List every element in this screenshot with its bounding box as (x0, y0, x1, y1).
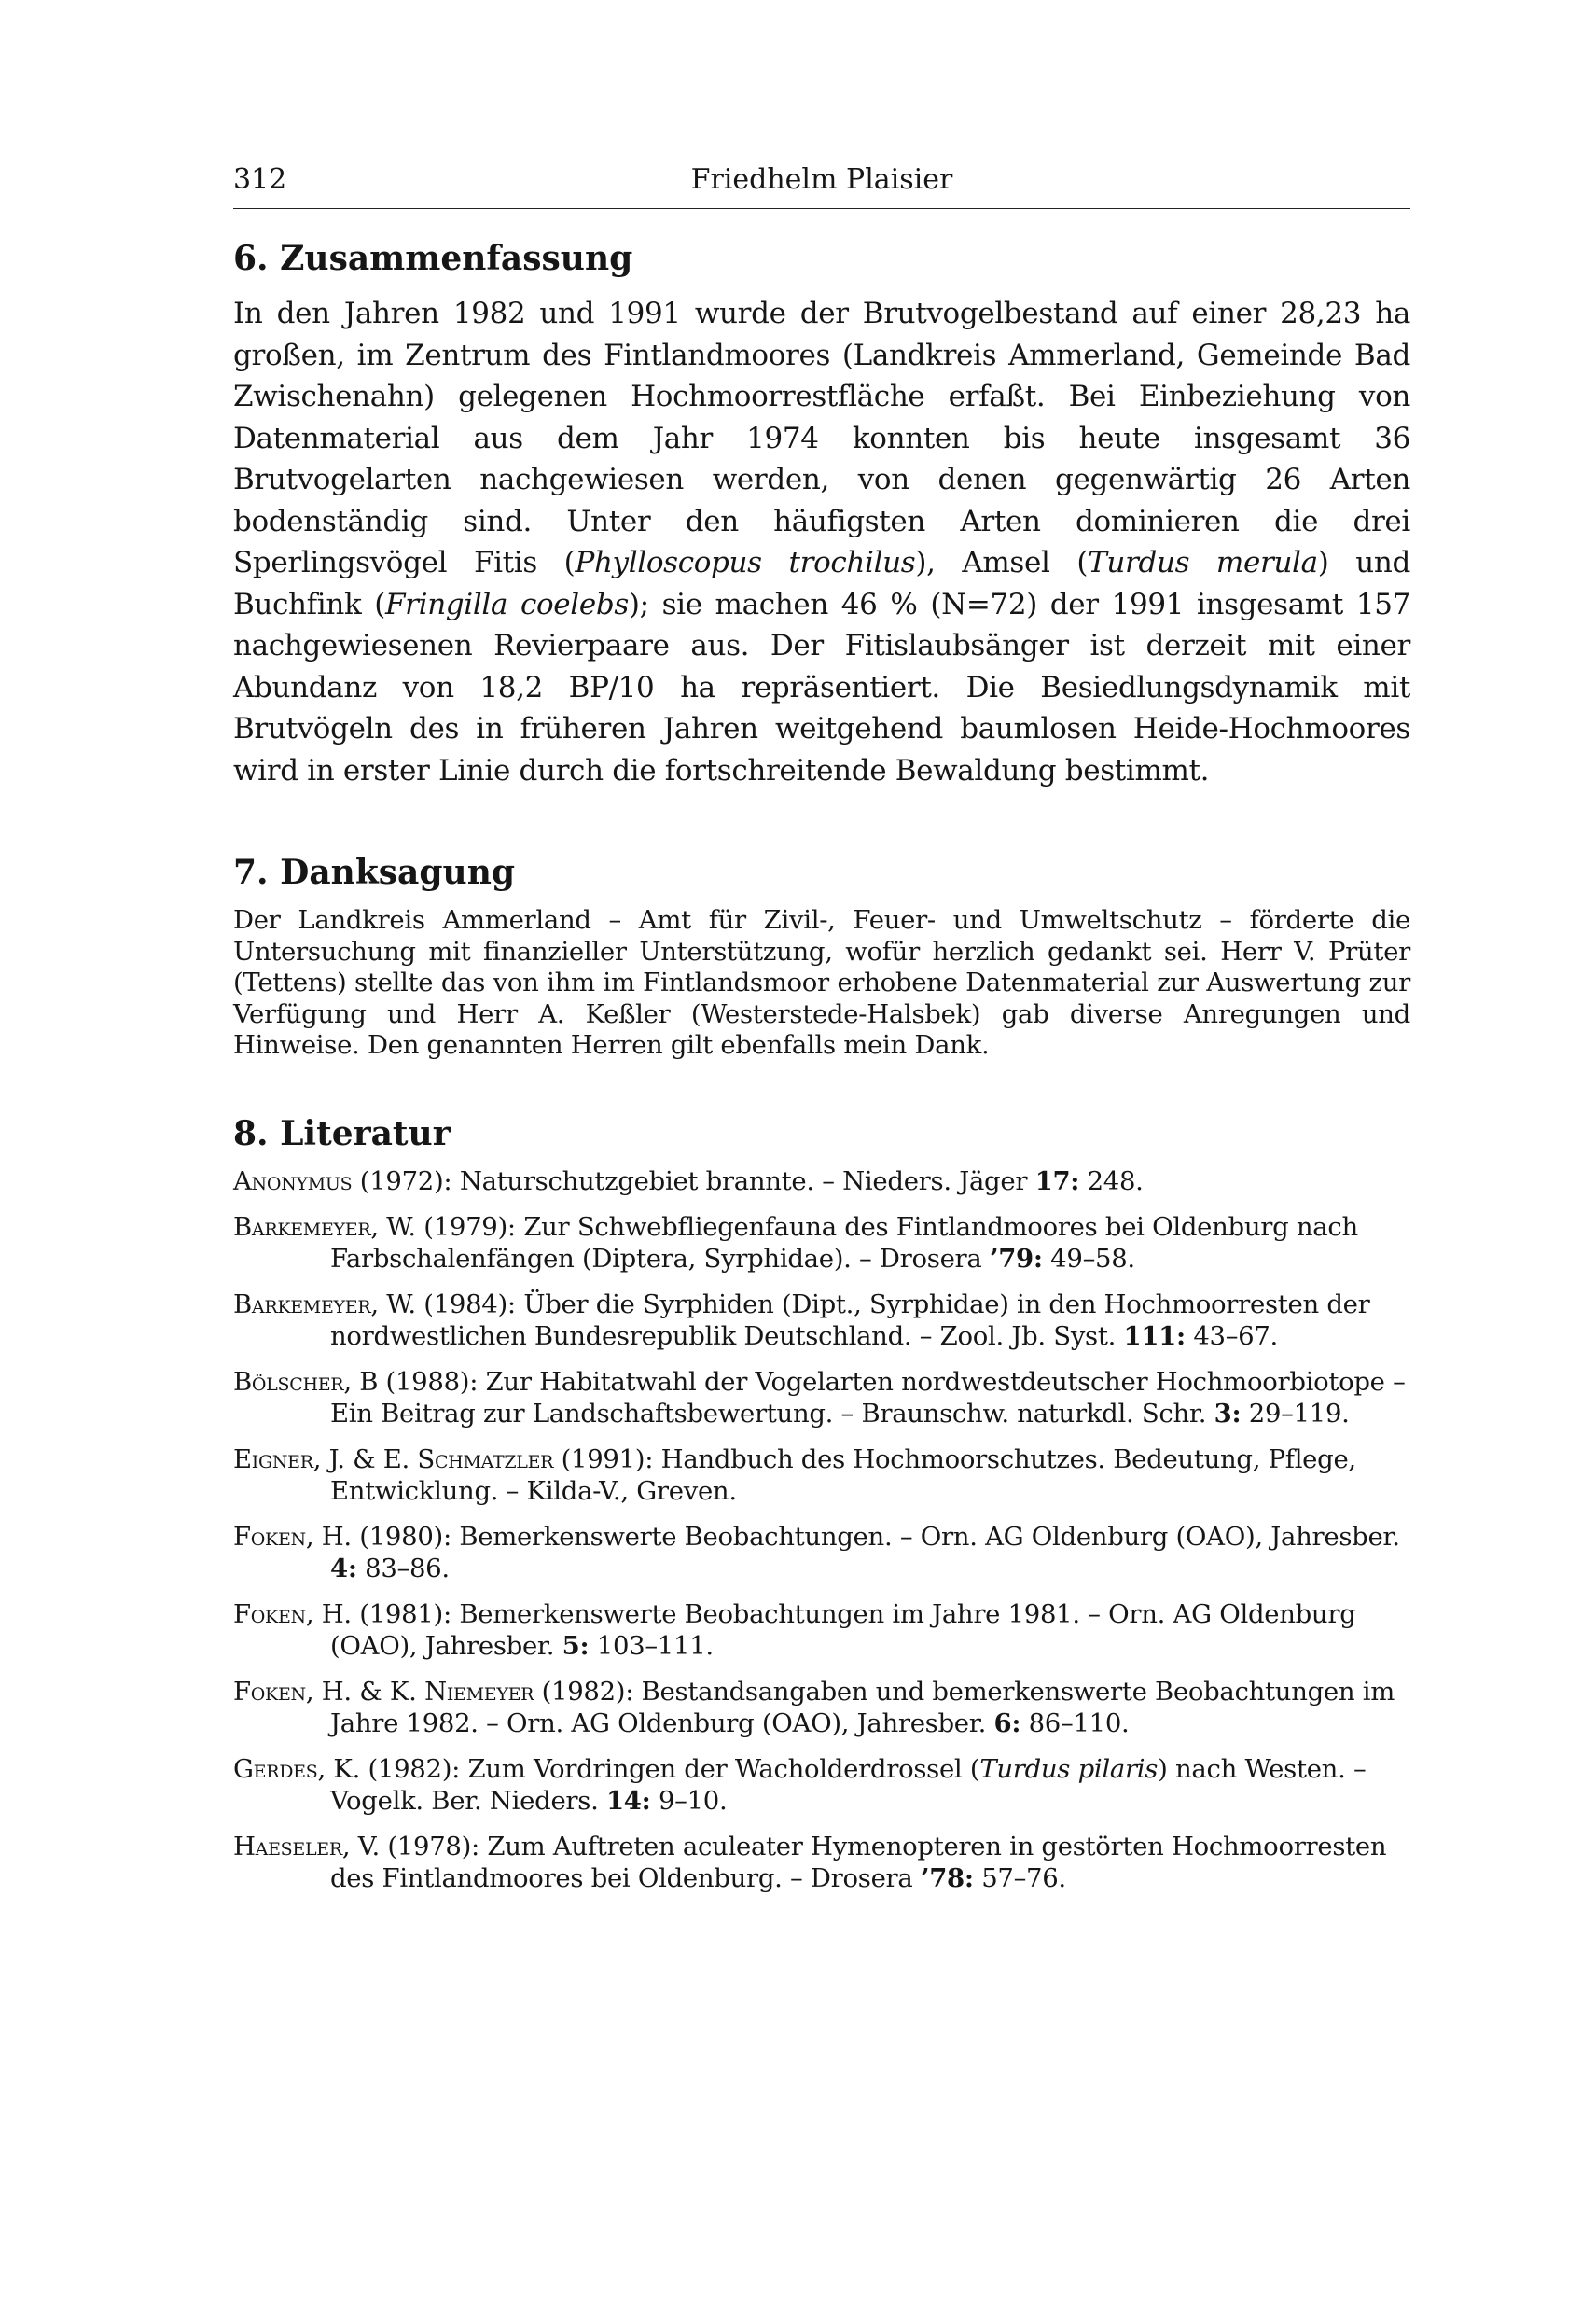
section-heading-thanks: 7. Danksagung (233, 853, 516, 892)
ref-text: , V. (1978): Zum Auftreten aculeater Hymenopteren in gestörten Hochmoorresten des Fintlandmoores bei Oldenburg. – Drosera (330, 1832, 1387, 1893)
ref-text: (1972): Naturschutzgebiet brannte. – Nieders. Jäger (352, 1165, 1035, 1196)
reference-item (233, 1289, 1410, 1352)
page-number: 312 (233, 163, 287, 196)
ref-text: , B (1988): Zur Habitatwahl der Vogelarten nordwestdeutscher Hochmoorbiotope – Ein Beitrag zur Landschaftsbewertung. – Braunschw. naturkdl. Schr. (330, 1367, 1406, 1429)
ref-author: Haeseler (233, 1832, 342, 1861)
ref-volume: ’78: (920, 1862, 974, 1893)
running-head (233, 163, 1410, 209)
ref-text: , W. (1984): Über die Syrphiden (Dipt., Syrphidae) in den Hochmoorresten der nordwestlichen Bundesrepublik Deutschland. – Zool. Jb. Syst. (330, 1289, 1370, 1351)
ref-pages: 49–58. (1042, 1243, 1135, 1274)
ref-text: (1991): Handbuch des Hochmoorschutzes. Bedeutung, Pflege, Entwicklung. – Kilda-V., Greven. (330, 1444, 1356, 1506)
section-heading-literature: 8. Literatur (233, 1113, 451, 1153)
reference-item (233, 1754, 1410, 1817)
species-name: Phylloscopus trochilus (575, 546, 916, 579)
ref-pages: 83–86. (356, 1553, 450, 1583)
ref-pages: 9–10. (650, 1785, 728, 1816)
reference-item (233, 1444, 1410, 1507)
reference-item (233, 1212, 1410, 1275)
ref-text: ) nach Westen. – Vogelk. Ber. Nieders. (330, 1754, 1367, 1816)
ref-volume: 3: (1214, 1398, 1242, 1429)
running-head-author: Friedhelm Plaisier (690, 163, 953, 196)
reference-item (233, 1832, 1410, 1894)
ref-volume: 4: (330, 1553, 357, 1583)
ref-author: Barkemeyer (233, 1212, 371, 1242)
ref-coauthor: Schmatzler (417, 1444, 554, 1474)
ref-author: Barkemeyer (233, 1289, 371, 1319)
section-heading-summary: 6. Zusammenfassung (233, 239, 633, 278)
summary-text-2: ), Amsel ( (915, 546, 1089, 579)
ref-author: Foken (233, 1522, 306, 1552)
species-name: Turdus merula (1088, 546, 1318, 579)
summary-text-3: ) und Buchfink ( (233, 546, 1411, 621)
thanks-paragraph: Der Landkreis Ammerland – Amt für Zivil-, Feuer- und Umweltschutz – förderte die Untersuchung mit finanzieller Unterstützung, wofür herzlich gedankt sei. Herr V. Prüter (Tettens) stellte das von ihm im Fintlandsmoor erhobene Datenmaterial zur Auswertung zur Verfügung und Herr A. Keßler (Westerstede-Halsbek) gab diverse Anregungen und Hinweise. Den genannten Herren gilt ebenfalls mein Dank. (233, 905, 1410, 1060)
ref-author: Gerdes (233, 1754, 318, 1784)
ref-text: , K. (1982): Zum Vordringen der Wacholderdrossel ( (317, 1754, 980, 1784)
ref-volume: 5: (562, 1630, 590, 1661)
reference-item (233, 1522, 1410, 1584)
ref-author: Foken (233, 1599, 306, 1629)
summary-text-4: ); sie machen 46 % (N=72) der 1991 insgesamt 157 nachgewiesenen Revierpaare aus. Der Fitislaubsänger ist derzeit mit einer Abundanz von 18,2 BP/10 ha repräsentiert. Die Besiedlungsdynamik mit Brutvögeln des in früheren Jahren weitgehend baumlosen Heide-Hochmoores wird in erster Linie durch die fortschreitende Bewaldung bestimmt. (233, 587, 1410, 788)
ref-text: , J. & E. (312, 1444, 418, 1474)
summary-text-1: In den Jahren 1982 und 1991 wurde der Brutvogelbestand auf einer 28,23 ha großen, im Zentrum des Fintlandmoores (Landkreis Ammerland, Gemeinde Bad Zwischenahn) gelegenen Hochmoorrestfläche erfaßt. Bei Einbeziehung von Datenmaterial aus dem Jahr 1974 konnten bis heute insgesamt 36 Brutvogelarten nachgewiesen werden, von denen gegenwärtig 26 Arten bodenständig sind. Unter den häufigsten Arten dominieren die drei Sperlingsvögel Fitis ( (233, 297, 1410, 579)
ref-text: , H. & K. (305, 1677, 425, 1707)
ref-volume: 6: (993, 1708, 1021, 1738)
ref-volume: 111: (1123, 1320, 1186, 1351)
ref-text: , H. (1980): Bemerkenswerte Beobachtungen. – Orn. AG Oldenburg (OAO), Jahresber. (305, 1522, 1400, 1552)
ref-pages: 103–111. (589, 1630, 714, 1661)
ref-author: Foken (233, 1677, 306, 1707)
ref-author: Anonymus (233, 1165, 353, 1196)
reference-item (233, 1677, 1410, 1739)
ref-coauthor: Niemeyer (424, 1677, 534, 1707)
reference-item (233, 1166, 1410, 1198)
ref-text: , H. (1981): Bemerkenswerte Beobachtungen im Jahre 1981. – Orn. AG Oldenburg (OAO), Jahresber. (305, 1599, 1356, 1661)
ref-text: , W. (1979): Zur Schwebfliegenfauna des Fintlandmoores bei Oldenburg nach Farbschalenfängen (Diptera, Syrphidae). – Drosera (330, 1212, 1358, 1274)
ref-author: Eigner (233, 1444, 313, 1474)
species-name: Fringilla coelebs (385, 587, 629, 621)
reference-list (233, 1166, 1410, 1895)
page (233, 163, 1410, 1909)
ref-pages: 29–119. (1241, 1398, 1350, 1429)
ref-volume: 14: (605, 1785, 651, 1816)
ref-volume: 17: (1034, 1165, 1080, 1196)
species-name: Turdus pilaris (979, 1754, 1159, 1784)
ref-pages: 248. (1079, 1165, 1144, 1196)
ref-pages: 43–67. (1185, 1320, 1278, 1351)
ref-pages: 57–76. (973, 1862, 1066, 1893)
reference-item (233, 1599, 1410, 1662)
ref-volume: ’79: (989, 1243, 1043, 1274)
ref-text: (1982): Bestandsangaben und bemerkenswerte Beobachtungen im Jahre 1982. – Orn. AG Oldenburg (OAO), Jahresber. (330, 1677, 1395, 1738)
ref-author: Bölscher (233, 1367, 344, 1397)
ref-pages: 86–110. (1020, 1708, 1130, 1738)
summary-paragraph (233, 293, 1410, 791)
reference-item (233, 1367, 1410, 1429)
